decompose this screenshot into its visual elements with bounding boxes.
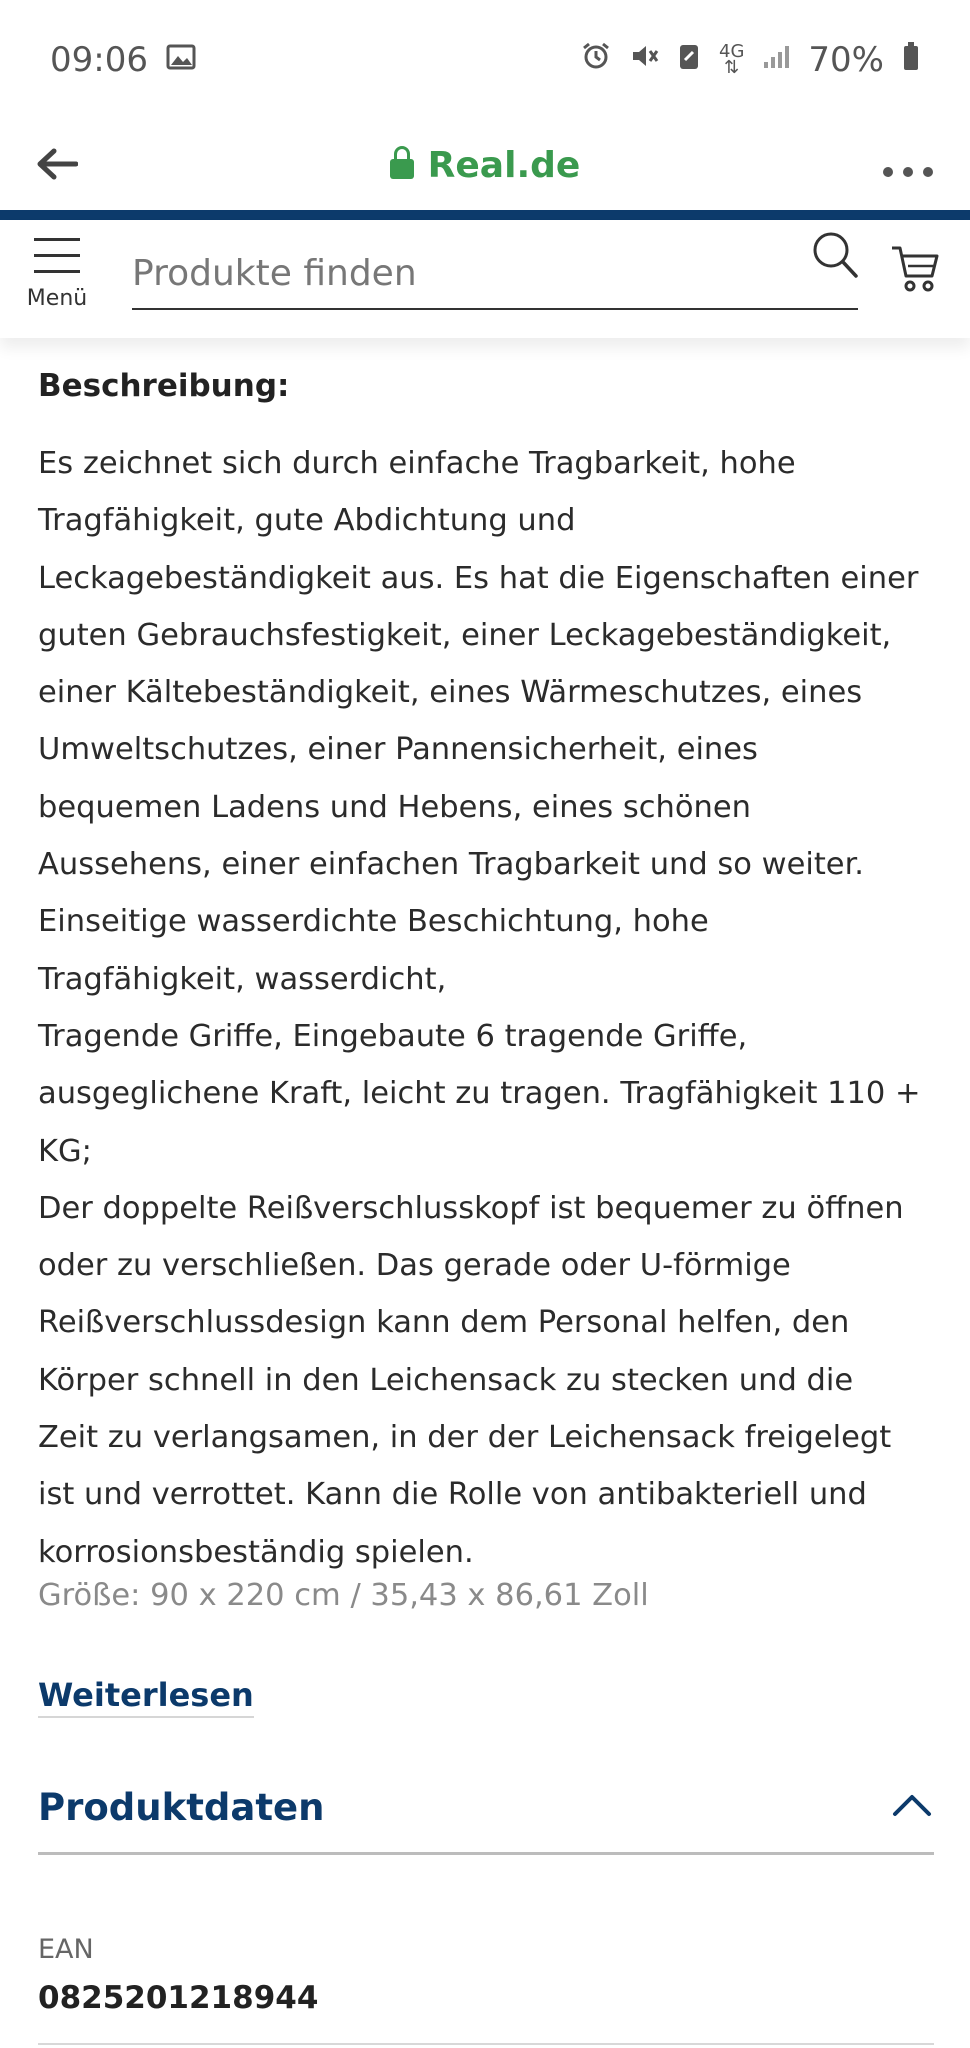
description-line: Tragende Griffe, Eingebaute 6 tragende Griffe, <box>38 1018 748 1054</box>
description-line: oder zu verschließen. Das gerade oder U-förmige <box>38 1248 791 1284</box>
site-header <box>0 220 970 338</box>
description-line: Reißverschlussdesign kann dem Personal helfen, den <box>38 1305 850 1341</box>
description-line: ausgeglichene Kraft, leicht zu tragen. Tragfähigkeit 110 + <box>38 1076 921 1112</box>
back-arrow-icon[interactable] <box>36 138 116 192</box>
battery-icon <box>902 41 920 79</box>
url-text: Real.de <box>427 144 581 186</box>
browser-toolbar <box>0 120 970 210</box>
data-saver-icon <box>677 41 701 79</box>
ean-value: 0825201218944 <box>38 1980 319 2016</box>
description-line: Es zeichnet sich durch einfache Tragbarkeit, hohe <box>38 446 796 481</box>
hamburger-icon <box>22 238 92 273</box>
description-line: ist und verrottet. Kann die Rolle von antibakteriell und <box>38 1477 867 1513</box>
description-line: korrosionsbeständig spielen. <box>38 1534 474 1570</box>
clock: 09:06 <box>50 40 148 80</box>
read-more-link[interactable]: Weiterlesen <box>38 1676 254 1718</box>
product-data-accordion-header[interactable] <box>38 1748 934 1855</box>
status-bar <box>0 0 970 120</box>
more-options-icon[interactable] <box>854 142 934 188</box>
description-line: einer Kältebeständigkeit, eines Wärmeschutzes, eines <box>38 675 863 711</box>
product-size: Größe: 90 x 220 cm / 35,43 x 86,61 Zoll <box>38 1578 649 1613</box>
product-data-title: Produktdaten <box>38 1786 325 1829</box>
signal-icon <box>762 43 790 78</box>
search-icon[interactable] <box>810 230 858 290</box>
cart-icon[interactable] <box>890 242 940 294</box>
url-bar[interactable] <box>390 145 581 186</box>
description-line: bequemen Ladens und Hebens, eines schönen <box>38 789 751 825</box>
status-right <box>581 40 920 80</box>
divider <box>38 2043 934 2045</box>
header-accent-line <box>0 210 970 220</box>
mute-icon <box>629 41 659 79</box>
battery-percent: 70% <box>808 40 884 80</box>
menu-button[interactable] <box>22 238 92 311</box>
description-line: Umweltschutzes, einer Pannensicherheit, eines <box>38 732 758 768</box>
description-line: Tragfähigkeit, gute Abdichtung und <box>38 503 576 539</box>
lock-icon <box>390 159 414 179</box>
network-type: 4G <box>719 41 745 62</box>
search-input[interactable] <box>132 238 858 310</box>
image-icon <box>166 43 196 78</box>
alarm-icon <box>581 41 611 79</box>
description-line: guten Gebrauchsfestigkeit, einer Leckagebeständigkeit, <box>38 617 892 653</box>
status-left <box>50 40 196 80</box>
menu-label: Menü <box>26 286 88 311</box>
chevron-up-icon <box>892 1792 932 1818</box>
ean-label: EAN <box>38 1934 94 1965</box>
description-line: KG; <box>38 1133 92 1169</box>
description-line: Zeit zu verlangsamen, in der der Leichensack freigelegt <box>38 1420 892 1456</box>
description-line: Der doppelte Reißverschlusskopf ist bequemer zu öffnen <box>38 1190 904 1226</box>
description-line: Leckagebeständigkeit aus. Es hat die Eigenschaften einer <box>38 560 919 596</box>
description-heading: Beschreibung: <box>38 368 290 404</box>
description-line: Einseitige wasserdichte Beschichtung, hohe <box>38 904 709 940</box>
description-line: Körper schnell in den Leichensack zu stecken und die <box>38 1362 854 1398</box>
description-body <box>38 435 943 1581</box>
description-line: Aussehens, einer einfachen Tragbarkeit und so weiter. <box>38 847 865 883</box>
network-4g-icon: 4G ⇅ <box>719 41 745 78</box>
description-line: Tragfähigkeit, wasserdicht, <box>38 961 447 997</box>
